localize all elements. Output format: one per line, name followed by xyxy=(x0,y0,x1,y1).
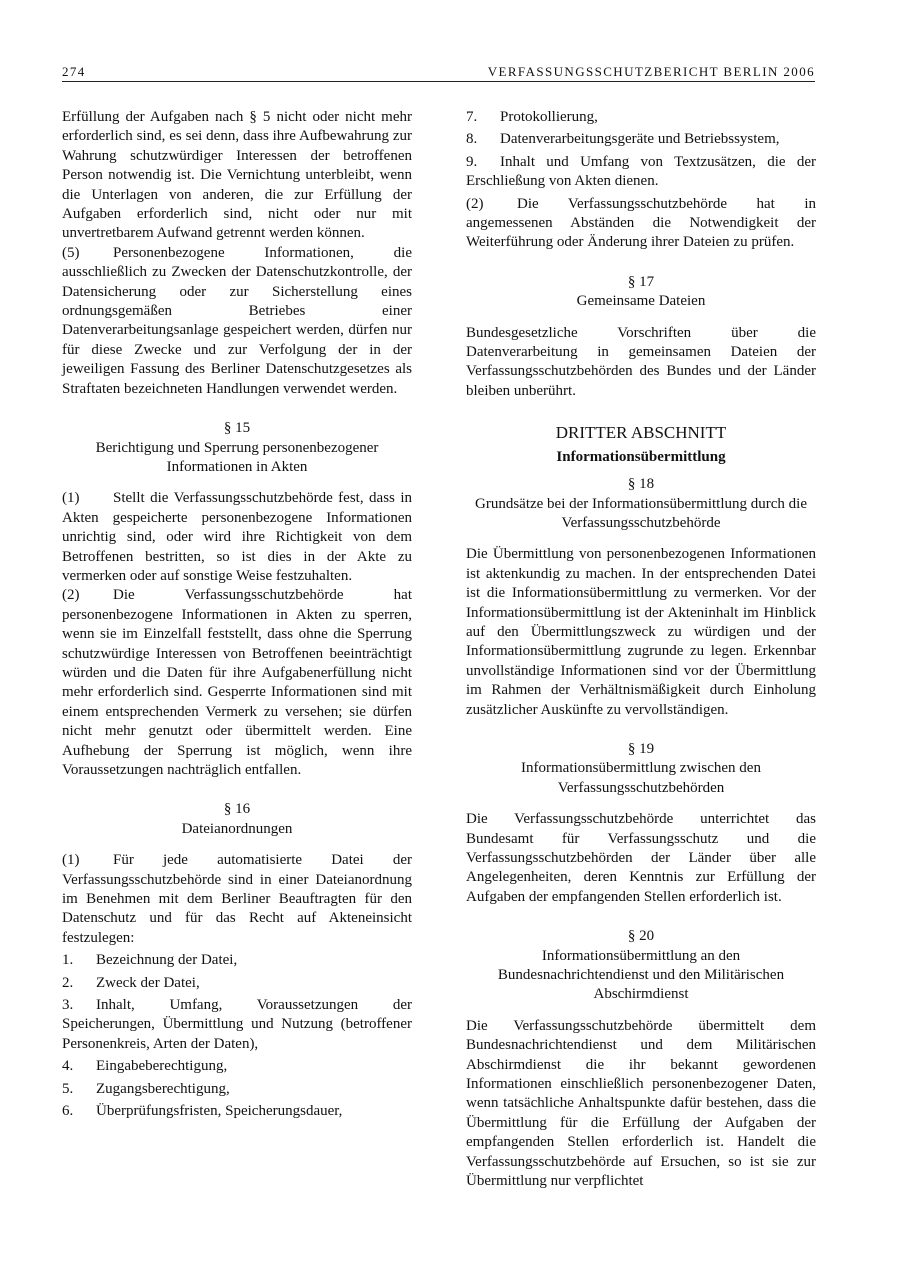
section-16-number: § 16 xyxy=(223,801,251,818)
paragraph-text: Die Verfassungsschutzbehörde hat in angemessenen Abständen die Notwendigkeit der Weiterführung oder Änderung ihrer Dateien zu prüfen. xyxy=(466,195,816,251)
page-header xyxy=(62,62,815,82)
section-18-number: § 18 xyxy=(627,476,655,493)
section-19-number: § 19 xyxy=(627,740,655,757)
list-item-number: 4. xyxy=(62,1058,74,1075)
paragraph-text: Für jede automatisierte Datei der Verfassungsschutzbehörde sind in einer Dateianordnung im Benehmen mit dem Berliner Beauftragten für den Datenschutz und für das Recht auf Akteneinsicht festzulegen: xyxy=(62,852,412,946)
paragraph-number: (2) xyxy=(466,195,484,212)
abschnitt-heading: DRITTER ABSCHNITT xyxy=(555,423,727,443)
section-15-number: § 15 xyxy=(223,420,251,437)
list-item-number: 3. xyxy=(62,997,74,1014)
section-19-text: Die Verfassungsschutzbehörde unterrichtet das Bundesamt für Verfassungsschutz und die Verfassungsschutzbehörden der Länder über alle Angelegenheiten, deren Kenntnis zur Erfüllung der Aufgaben der empfangenden Stellen erforderlich ist. xyxy=(466,811,816,905)
list-item xyxy=(466,108,816,127)
left-column xyxy=(62,108,412,1122)
list-item-number: 1. xyxy=(62,952,74,969)
paragraph-text: Personenbezogene Informationen, die ausschließlich zu Zwecken der Datenschutzkontrolle, der Datensicherung oder zur Sicherstellung eines ordnungsgemäßen Betriebes einer Datenverarbeitungsanlage gespeichert werden, dürfen nur für diese Zwecke und zur Verfolgung der in der jeweiligen Fassung des Berliner Datenschutzgesetzes als Straftaten bezeichneten Handlungen verwendet werden. xyxy=(62,244,412,397)
list-item xyxy=(62,996,412,1054)
list-item-number: 6. xyxy=(62,1103,74,1120)
paragraph-number: (1) xyxy=(62,490,80,507)
section-17-number: § 17 xyxy=(627,273,655,290)
paragraph-number: (1) xyxy=(62,852,80,869)
section-17-title: Gemeinsame Dateien xyxy=(576,293,706,310)
section-16-title: Dateianordnungen xyxy=(181,820,293,837)
paragraph-text: Stellt die Verfassungsschutzbehörde fest, dass in Akten gespeicherte personenbezogene Informationen unrichtig sind, oder wird ihre Richtigkeit von dem Betroffenen bestritten, so ist dies in der Akte zu vermerken oder auf sonstige Weise festzuhalten. xyxy=(62,490,412,584)
section-20-text: Die Verfassungsschutzbehörde übermittelt dem Bundesnachrichtendienst und dem Militärischen Abschirmdienst die ihr bekannt gewordenen Informationen einschließlich personenbezogener Daten, wenn tatsächliche Anhaltspunkte dafür bestehen, dass die Übermittlung für die Erfüllung der Aufgaben der empfangenden Stellen erforderlich ist. Handelt die Verfassungsschutzbehörde auf Ersuchen, so ist sie zur Übermittlung nur verpflichtet xyxy=(466,1017,816,1190)
list-item-text: Inhalt und Umfang von Textzusätzen, die der Erschließung von Akten dienen. xyxy=(466,153,816,190)
running-title: VERFASSUNGSSCHUTZBERICHT BERLIN 2006 xyxy=(487,64,815,79)
section-16-paragraph-1 xyxy=(62,851,412,948)
list-item xyxy=(62,974,412,993)
list-item-number: 9. xyxy=(466,153,478,170)
section-20-title: Informationsübermittlung an den Bundesnachrichtendienst und den Militärischen Abschirmdienst xyxy=(497,947,785,1003)
section-15-title: Berichtigung und Sperrung personenbezogener Informationen in Akten xyxy=(95,439,379,475)
section-15-paragraph-1 xyxy=(62,489,412,586)
paragraph-number: (2) xyxy=(62,587,80,604)
paragraph-number: (5) xyxy=(62,244,80,261)
list-item-text: Protokollierung, xyxy=(500,109,598,125)
list-item-number: 8. xyxy=(466,131,478,148)
abschnitt-title: Informationsübermittlung xyxy=(556,448,726,465)
section-18-text: Die Übermittlung von personenbezogenen Informationen ist aktenkundig zu machen. In der entsprechenden Datei ist die Informationsübermittlung zu vermerken. Vor der Informationsübermittlung ist der Akteninhalt im Hinblick auf den Übermittlungszweck zu würdigen und der Informationsübermittlung zugrunde zu legen. Erkennbar unvollständige Informationen sind vor der Übermittlung im Rahmen der Verhältnismäßigkeit durch Einholung zusätzlicher Auskünfte zu vervollständigen. xyxy=(466,546,816,718)
paragraph-2 xyxy=(466,195,816,253)
list-item-number: 7. xyxy=(466,109,478,125)
section-19-title: Informationsübermittlung zwischen den Verfassungsschutzbehörden xyxy=(521,760,761,796)
right-column xyxy=(466,108,816,1192)
section-17-text: Bundesgesetzliche Vorschriften über die Datenverarbeitung in gemeinsamen Dateien der Verfassungsschutzbehörden des Bundes und der Länder bleiben unberührt. xyxy=(466,324,816,399)
list-item-number: 5. xyxy=(62,1080,74,1097)
paragraph-text: Die Verfassungsschutzbehörde hat personenbezogene Informationen in Akten zu sperren, wenn sie im Einzelfall feststellt, dass ohne die Sperrung schutzwürdige Interessen von Betroffenen beeinträchtigt würden und die Daten für ihre Aufgabenerfüllung nicht mehr erforderlich sind. Gesperrte Informationen sind mit einem entsprechenden Vermerk zu versehen; sie dürfen nicht mehr genutzt oder übermittelt werden. Eine Aufhebung der Sperrung ist möglich, wenn ihre Voraussetzungen nachträglich entfallen. xyxy=(62,587,412,778)
list-item xyxy=(62,1057,412,1076)
list-item-text: Zugangsberechtigung, xyxy=(96,1080,230,1097)
list-item-text: Inhalt, Umfang, Voraussetzungen der Speicherungen, Übermittlung und Nutzung (betroffener Personenkreis, Arten der Daten), xyxy=(62,997,412,1052)
list-item xyxy=(62,1102,412,1121)
paragraph-5 xyxy=(62,244,412,399)
list-item xyxy=(466,153,816,192)
paragraph-continued: Erfüllung der Aufgaben nach § 5 nicht oder nicht mehr erforderlich sind, es sei denn, dass ihre Aufbewahrung zur Wahrung schutzwürdiger Interessen der betroffenen Person notwendig ist. Die Vernichtung unterbleibt, wenn die Unterlagen von anderen, die zur Erfüllung der Aufgaben erforderlich sind, nicht oder nur mit unvertretbarem Aufwand getrennt werden können. xyxy=(62,109,412,242)
list-item-text: Zweck der Datei, xyxy=(96,974,200,991)
section-20-number: § 20 xyxy=(627,928,655,945)
list-item xyxy=(466,130,816,149)
section-18-title: Grundsätze bei der Informationsübermittlung durch die Verfassungsschutzbehörde xyxy=(475,495,807,531)
list-item-text: Bezeichnung der Datei, xyxy=(96,952,238,969)
list-item xyxy=(62,951,412,970)
list-item-text: Überprüfungsfristen, Speicherungsdauer, xyxy=(96,1103,343,1120)
list-item-number: 2. xyxy=(62,974,74,991)
page-number: 274 xyxy=(62,64,86,79)
section-15-paragraph-2 xyxy=(62,586,412,780)
list-item-text: Datenverarbeitungsgeräte und Betriebssystem, xyxy=(500,131,780,148)
list-item-text: Eingabeberechtigung, xyxy=(96,1058,228,1075)
list-item xyxy=(62,1080,412,1099)
